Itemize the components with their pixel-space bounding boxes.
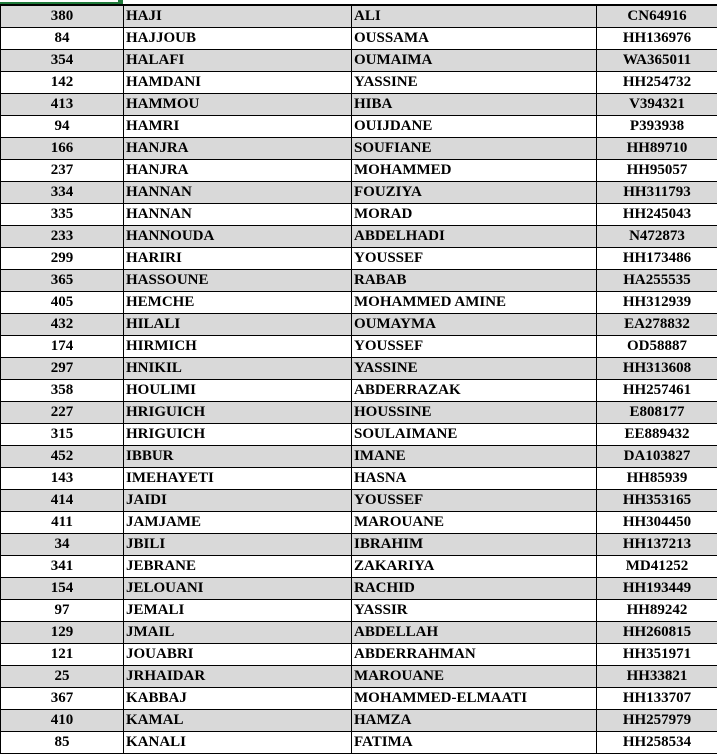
cell-id[interactable]: HA255535 [597,270,717,292]
table-row [1,402,717,424]
cell-last-name[interactable]: HIRMICH [124,336,352,358]
table-row [1,248,717,270]
cell-number[interactable]: 405 [1,292,124,314]
cell-first-name[interactable]: YASSIR [352,600,597,622]
cell-last-name[interactable]: HRIGUICH [124,402,352,424]
cell-last-name[interactable]: KAMAL [124,710,352,732]
cell-number[interactable]: 414 [1,490,124,512]
cell-id[interactable]: HH33821 [597,666,717,688]
cell-first-name[interactable]: MAROUANE [352,666,597,688]
cell-last-name[interactable]: HRIGUICH [124,424,352,446]
cell-number[interactable]: 380 [1,6,124,28]
cell-first-name[interactable]: OUMAYMA [352,314,597,336]
table-row [1,490,717,512]
cell-id[interactable]: HH351971 [597,644,717,666]
cell-first-name[interactable]: SOULAIMANE [352,424,597,446]
cell-number[interactable]: 94 [1,116,124,138]
cell-number[interactable]: 413 [1,94,124,116]
cell-number[interactable]: 97 [1,600,124,622]
cell-id[interactable]: OD58887 [597,336,717,358]
cell-number[interactable]: 154 [1,578,124,600]
table-row [1,226,717,248]
cell-id[interactable]: CN64916 [597,6,717,28]
table-row [1,512,717,534]
cell-id[interactable]: HH311793 [597,182,717,204]
cell-number[interactable]: 143 [1,468,124,490]
cell-first-name[interactable]: YASSINE [352,358,597,380]
cell-id[interactable]: HH133707 [597,688,717,710]
cell-number[interactable]: 341 [1,556,124,578]
cell-id[interactable]: HH254732 [597,72,717,94]
table-row [1,94,717,116]
cell-id[interactable]: HH353165 [597,490,717,512]
cell-first-name[interactable]: SOUFIANE [352,138,597,160]
cell-last-name[interactable]: JEBRANE [124,556,352,578]
table-row [1,6,717,28]
cell-first-name[interactable]: ABDERRAZAK [352,380,597,402]
spreadsheet-grid [0,4,717,754]
table-row [1,666,717,688]
cell-first-name[interactable]: ABDELLAH [352,622,597,644]
cell-id[interactable]: E808177 [597,402,717,424]
cell-number[interactable]: 354 [1,50,124,72]
table-row [1,688,717,710]
cell-id[interactable]: HH137213 [597,534,717,556]
cell-id[interactable]: HH313608 [597,358,717,380]
cell-id[interactable]: P393938 [597,116,717,138]
cell-last-name[interactable]: JEMALI [124,600,352,622]
cell-last-name[interactable]: HASSOUNE [124,270,352,292]
cell-last-name[interactable]: HNIKIL [124,358,352,380]
cell-first-name[interactable]: RABAB [352,270,597,292]
cell-last-name[interactable]: HANNAN [124,204,352,226]
table-row [1,270,717,292]
table-row [1,380,717,402]
cell-number[interactable]: 227 [1,402,124,424]
table-row [1,556,717,578]
table-body [1,6,717,754]
cell-first-name[interactable]: HOUSSINE [352,402,597,424]
cell-id[interactable]: HH257461 [597,380,717,402]
table-row [1,160,717,182]
table-row [1,534,717,556]
cell-number[interactable]: 335 [1,204,124,226]
cell-first-name[interactable]: FATIMA [352,732,597,754]
cell-number[interactable]: 233 [1,226,124,248]
table-row [1,710,717,732]
cell-first-name[interactable]: FOUZIYA [352,182,597,204]
cell-last-name[interactable]: HAJJOUB [124,28,352,50]
cell-id[interactable]: V394321 [597,94,717,116]
cell-last-name[interactable]: HANNAN [124,182,352,204]
table-row [1,468,717,490]
cell-number[interactable]: 121 [1,644,124,666]
data-table [0,5,717,754]
cell-first-name[interactable]: YOUSSEF [352,490,597,512]
cell-last-name[interactable]: KANALI [124,732,352,754]
cell-first-name[interactable]: HASNA [352,468,597,490]
cell-first-name[interactable]: RACHID [352,578,597,600]
cell-id[interactable]: HH257979 [597,710,717,732]
cell-id[interactable]: HH136976 [597,28,717,50]
cell-first-name[interactable]: HIBA [352,94,597,116]
cell-number[interactable]: 299 [1,248,124,270]
cell-last-name[interactable]: HEMCHE [124,292,352,314]
table-row [1,50,717,72]
cell-first-name[interactable]: YOUSSEF [352,336,597,358]
cell-number[interactable]: 432 [1,314,124,336]
cell-id[interactable]: HH85939 [597,468,717,490]
cell-number[interactable]: 411 [1,512,124,534]
cell-first-name[interactable]: MOHAMMED [352,160,597,182]
cell-number[interactable]: 166 [1,138,124,160]
cell-last-name[interactable]: JOUABRI [124,644,352,666]
cell-number[interactable]: 85 [1,732,124,754]
cell-last-name[interactable]: JAMJAME [124,512,352,534]
cell-first-name[interactable]: MOHAMMED AMINE [352,292,597,314]
cell-last-name[interactable]: HAMDANI [124,72,352,94]
table-row [1,358,717,380]
cell-first-name[interactable]: OUIJDANE [352,116,597,138]
cell-id[interactable]: HH95057 [597,160,717,182]
cell-id[interactable]: DA103827 [597,446,717,468]
cell-number[interactable]: 334 [1,182,124,204]
cell-id[interactable]: HH258534 [597,732,717,754]
cell-id[interactable]: HH260815 [597,622,717,644]
cell-last-name[interactable]: HAMRI [124,116,352,138]
cell-id[interactable]: HH89242 [597,600,717,622]
cell-last-name[interactable]: HALAFI [124,50,352,72]
table-row [1,446,717,468]
cell-first-name[interactable]: MORAD [352,204,597,226]
cell-last-name[interactable]: HARIRI [124,248,352,270]
cell-id[interactable]: N472873 [597,226,717,248]
cell-number[interactable]: 84 [1,28,124,50]
cell-id[interactable]: HH312939 [597,292,717,314]
cell-number[interactable]: 297 [1,358,124,380]
cell-last-name[interactable]: HILALI [124,314,352,336]
table-row [1,578,717,600]
cell-number[interactable]: 174 [1,336,124,358]
cell-first-name[interactable]: ABDELHADI [352,226,597,248]
table-row [1,182,717,204]
cell-last-name[interactable]: IBBUR [124,446,352,468]
table-row [1,644,717,666]
table-row [1,732,717,754]
cell-last-name[interactable]: HAMMOU [124,94,352,116]
cell-last-name[interactable]: IMEHAYETI [124,468,352,490]
table-row [1,204,717,226]
cell-first-name[interactable]: IBRAHIM [352,534,597,556]
table-row [1,138,717,160]
table-row [1,424,717,446]
cell-id[interactable]: HH193449 [597,578,717,600]
cell-first-name[interactable]: MAROUANE [352,512,597,534]
cell-id[interactable]: EA278832 [597,314,717,336]
cell-last-name[interactable]: HANJRA [124,160,352,182]
cell-id[interactable]: MD41252 [597,556,717,578]
cell-id[interactable]: WA365011 [597,50,717,72]
table-row [1,336,717,358]
cell-first-name[interactable]: ALI [352,6,597,28]
cell-number[interactable]: 367 [1,688,124,710]
table-row [1,622,717,644]
cell-first-name[interactable]: YASSINE [352,72,597,94]
cell-id[interactable]: HH173486 [597,248,717,270]
table-row [1,292,717,314]
cell-last-name[interactable]: HANNOUDA [124,226,352,248]
cell-number[interactable]: 34 [1,534,124,556]
cell-number[interactable]: 365 [1,270,124,292]
cell-last-name[interactable]: JAIDI [124,490,352,512]
cell-last-name[interactable]: JBILI [124,534,352,556]
cell-last-name[interactable]: JMAIL [124,622,352,644]
table-row [1,314,717,336]
cell-last-name[interactable]: HOULIMI [124,380,352,402]
cell-id[interactable]: HH304450 [597,512,717,534]
cell-id[interactable]: HH89710 [597,138,717,160]
cell-last-name[interactable]: KABBAJ [124,688,352,710]
cell-first-name[interactable]: MOHAMMED-ELMAATI [352,688,597,710]
cell-number[interactable]: 25 [1,666,124,688]
cell-number[interactable]: 129 [1,622,124,644]
cell-first-name[interactable]: ZAKARIYA [352,556,597,578]
cell-first-name[interactable]: OUMAIMA [352,50,597,72]
cell-last-name[interactable]: JRHAIDAR [124,666,352,688]
cell-number[interactable]: 237 [1,160,124,182]
table-row [1,72,717,94]
cell-number[interactable]: 358 [1,380,124,402]
cell-first-name[interactable]: YOUSSEF [352,248,597,270]
table-row [1,28,717,50]
cell-id[interactable]: HH245043 [597,204,717,226]
cell-last-name[interactable]: HAJI [124,6,352,28]
table-row [1,116,717,138]
cell-id[interactable]: EE889432 [597,424,717,446]
cell-first-name[interactable]: ABDERRAHMAN [352,644,597,666]
cell-number[interactable]: 452 [1,446,124,468]
cell-last-name[interactable]: JELOUANI [124,578,352,600]
table-row [1,600,717,622]
cell-first-name[interactable]: IMANE [352,446,597,468]
cell-first-name[interactable]: HAMZA [352,710,597,732]
cell-last-name[interactable]: HANJRA [124,138,352,160]
cell-number[interactable]: 410 [1,710,124,732]
cell-number[interactable]: 315 [1,424,124,446]
cell-number[interactable]: 142 [1,72,124,94]
cell-first-name[interactable]: OUSSAMA [352,28,597,50]
